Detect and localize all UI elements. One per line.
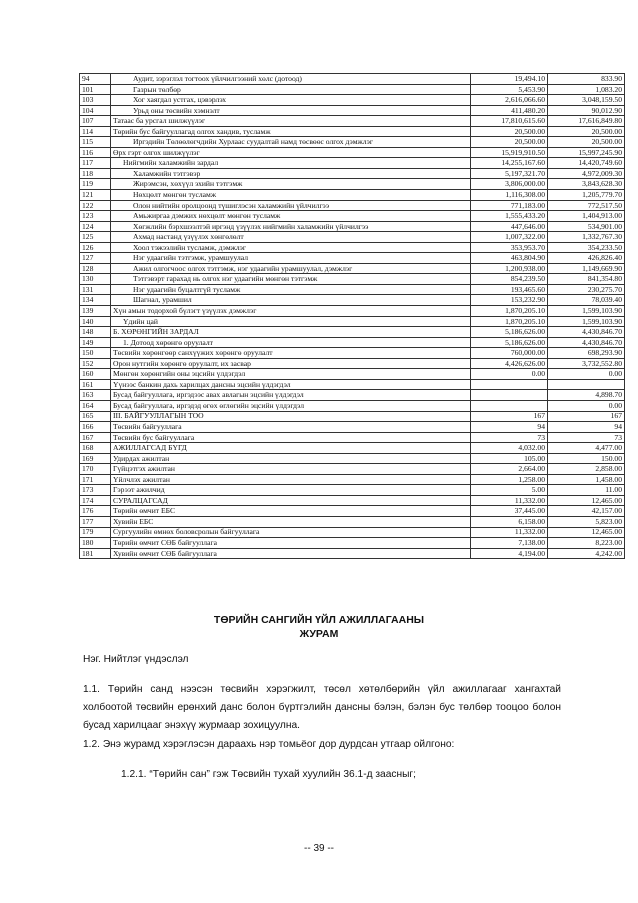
table-row [80, 379, 625, 390]
row-value-2: 42,157.00 [548, 506, 625, 517]
row-value-1 [471, 400, 548, 411]
row-value-1: 854,239.50 [471, 274, 548, 285]
table-row [80, 369, 625, 380]
row-value-1: 153,232.90 [471, 295, 548, 306]
row-value-1: 6,158.00 [471, 516, 548, 527]
row-value-1: 11,332.00 [471, 527, 548, 538]
table-row [80, 274, 625, 285]
row-name: Татаас ба урсгал шилжүүлэг [111, 116, 471, 127]
row-code: 161 [80, 379, 111, 390]
row-name: Газрын төлбөр [111, 84, 471, 95]
table-row [80, 316, 625, 327]
row-value-1: 5,186,626.00 [471, 327, 548, 338]
table-row [80, 390, 625, 401]
row-code: 176 [80, 506, 111, 517]
row-value-1: 20,500.00 [471, 137, 548, 148]
row-value-2: 0.00 [548, 369, 625, 380]
row-name: Орон нутгийн хөрөнгө оруулалт, их засвар [111, 358, 471, 369]
row-value-1: 1,870,205.10 [471, 306, 548, 317]
paragraph-1-2: 1.2. Энэ журамд хэрэглэсэн дараахь нэр томьёог дор дурдсан утгаар ойлгоно: [83, 739, 455, 750]
row-code: 170 [80, 464, 111, 475]
row-code: 150 [80, 348, 111, 359]
row-value-1: 1,870,205.10 [471, 316, 548, 327]
row-value-1: 4,426,626.00 [471, 358, 548, 369]
table-row [80, 453, 625, 464]
row-value-2: 1,149,669.90 [548, 263, 625, 274]
row-value-2: 94 [548, 422, 625, 433]
row-name: III. БАЙГУУЛЛАГЫН ТОО [111, 411, 471, 422]
row-code: 180 [80, 538, 111, 549]
table-row [80, 422, 625, 433]
row-name: Гүйцэтгэх ажилтан [111, 464, 471, 475]
row-value-2: 20,500.00 [548, 137, 625, 148]
table-row [80, 327, 625, 338]
row-value-1: 17,810,615.60 [471, 116, 548, 127]
row-name: Үүнээс банкин дахь харилцах дансны эцсийн үлдэгдэл [111, 379, 471, 390]
paragraph-1-1: 1.1. Төрийн санд нээсэн төсвийн хэрэгжилт, төсөл хөтөлбөрийн үйл ажиллагааг хангахтай холбоотой төсвийн ерөнхий данс болон бүртгэлийн дансны бэлэн, бэлэн бус төлбөр тооцоо болон бусад харилцааг энэхүү журмаар зохицуулна. [83, 684, 561, 731]
row-value-2: 230,275.70 [548, 284, 625, 295]
row-value-2: 3,048,159.50 [548, 95, 625, 106]
row-value-2: 3,732,552.80 [548, 358, 625, 369]
row-value-1: 167 [471, 411, 548, 422]
row-value-1: 2,664.00 [471, 464, 548, 475]
row-name: Бусад байгууллага, иргэдэд өгөх өглөгийн эцсийн үлдэгдэл [111, 400, 471, 411]
row-value-1 [471, 379, 548, 390]
row-value-1: 193,465.60 [471, 284, 548, 295]
table-row [80, 242, 625, 253]
row-value-1: 2,616,066.60 [471, 95, 548, 106]
table-row [80, 126, 625, 137]
row-value-1: 105.00 [471, 453, 548, 464]
row-name: Төрийн өмчит ЕБС [111, 506, 471, 517]
row-value-1: 771,183.00 [471, 200, 548, 211]
row-name: Үйлчлэх ажилтан [111, 474, 471, 485]
row-value-1: 1,007,322.00 [471, 232, 548, 243]
table-row [80, 158, 625, 169]
table-row [80, 168, 625, 179]
row-value-1: 1,116,308.00 [471, 190, 548, 201]
table-row [80, 495, 625, 506]
row-code: 148 [80, 327, 111, 338]
row-value-1: 353,953.70 [471, 242, 548, 253]
row-code: 174 [80, 495, 111, 506]
row-value-2: 11.00 [548, 485, 625, 496]
row-name: Аудит, зэрэглэл тогтоох үйлчилгээний хөлс (дотоод) [111, 74, 471, 85]
row-value-2: 4,898.70 [548, 390, 625, 401]
row-code: 123 [80, 211, 111, 222]
row-name: Олон нийтийн оролцоонд түшиглэсэн халамжийн үйлчилгээ [111, 200, 471, 211]
row-value-1: 94 [471, 422, 548, 433]
row-value-2: 12,465.00 [548, 527, 625, 538]
row-value-1: 4,032.00 [471, 443, 548, 454]
row-value-1: 14,255,167.60 [471, 158, 548, 169]
row-value-2: 17,616,849.80 [548, 116, 625, 127]
row-code: 131 [80, 284, 111, 295]
row-value-2: 1,599,103.90 [548, 306, 625, 317]
row-name: Ажил олгогчоос олгох тэтгэмж, нэг удаагийн урамшуулал, дэмжлэг [111, 263, 471, 274]
row-value-2: 354,233.50 [548, 242, 625, 253]
row-value-1: 5.00 [471, 485, 548, 496]
row-value-2: 167 [548, 411, 625, 422]
table-row [80, 253, 625, 264]
row-name: Төсвийн байгууллага [111, 422, 471, 433]
table-row [80, 538, 625, 549]
row-name: Хүн амын тодорхой бүлэгт үзүүлэх дэмжлэг [111, 306, 471, 317]
row-code: 164 [80, 400, 111, 411]
row-name: Төрийн өмчит СӨБ байгууллага [111, 538, 471, 549]
row-value-2: 4,242.00 [548, 548, 625, 559]
row-code: 124 [80, 221, 111, 232]
row-name: Халамжийн тэтгэвэр [111, 168, 471, 179]
row-code: 149 [80, 337, 111, 348]
row-code: 140 [80, 316, 111, 327]
row-name: Гэрээт ажилчид [111, 485, 471, 496]
row-name: Хөгжлийн бэрхшээлтэй иргэнд үзүүлэх нийгмийн халамжийн үйлчилгээ [111, 221, 471, 232]
row-code: 128 [80, 263, 111, 274]
row-value-2: 2,858.00 [548, 464, 625, 475]
table-row [80, 400, 625, 411]
row-code: 179 [80, 527, 111, 538]
row-value-1: 11,332.00 [471, 495, 548, 506]
row-name: Төсвийн бус байгууллага [111, 432, 471, 443]
row-name: Мөнгөн хөрөнгийн оны эцсийн үлдэгдэл [111, 369, 471, 380]
row-code: 115 [80, 137, 111, 148]
table-row [80, 443, 625, 454]
row-value-1: 7,138.00 [471, 538, 548, 549]
row-code: 166 [80, 422, 111, 433]
table-row [80, 474, 625, 485]
row-value-1: 1,555,433.20 [471, 211, 548, 222]
row-value-1: 5,197,321.70 [471, 168, 548, 179]
budget-table-body [80, 74, 625, 559]
row-code: 117 [80, 158, 111, 169]
row-code: 173 [80, 485, 111, 496]
row-code: 114 [80, 126, 111, 137]
row-name: Шагнал, урамшил [111, 295, 471, 306]
row-value-2: 698,293.90 [548, 348, 625, 359]
table-row [80, 516, 625, 527]
row-value-2: 20,500.00 [548, 126, 625, 137]
row-name: Тэтгэвэрт гарахад нь олгох нэг удаагийн мөнгөн тэтгэмж [111, 274, 471, 285]
row-code: 107 [80, 116, 111, 127]
row-code: 160 [80, 369, 111, 380]
row-code: 168 [80, 443, 111, 454]
row-value-2: 4,477.00 [548, 443, 625, 454]
row-name: Бусад байгууллага, иргэдээс авах авлагын эцсийн үлдэгдэл [111, 390, 471, 401]
table-row [80, 84, 625, 95]
table-row [80, 348, 625, 359]
row-code: 167 [80, 432, 111, 443]
row-code: 125 [80, 232, 111, 243]
table-row [80, 179, 625, 190]
row-name: 1. Дотоод хөрөнгө оруулалт [111, 337, 471, 348]
table-row [80, 221, 625, 232]
row-value-2: 534,901.00 [548, 221, 625, 232]
row-value-2: 5,823.00 [548, 516, 625, 527]
row-value-2: 73 [548, 432, 625, 443]
table-row [80, 548, 625, 559]
row-value-1: 447,646.00 [471, 221, 548, 232]
table-row [80, 464, 625, 475]
row-value-1: 411,480.20 [471, 105, 548, 116]
row-name: Иргэдийн Төлөөлөгчдийн Хурлаас суудалтай намд төсвөөс олгох дэмжлэг [111, 137, 471, 148]
row-code: 103 [80, 95, 111, 106]
row-value-2: 841,354.80 [548, 274, 625, 285]
row-name: Б. ХӨРӨНГИЙН ЗАРДАЛ [111, 327, 471, 338]
row-value-1: 4,194.00 [471, 548, 548, 559]
row-name: Урьд оны төсвийн хэмнэлт [111, 105, 471, 116]
row-value-2: 90,012.90 [548, 105, 625, 116]
row-value-2: 1,205,779.70 [548, 190, 625, 201]
table-row [80, 200, 625, 211]
row-value-2: 772,517.50 [548, 200, 625, 211]
row-value-1: 19,494.10 [471, 74, 548, 85]
table-row [80, 527, 625, 538]
row-code: 181 [80, 548, 111, 559]
row-value-2: 150.00 [548, 453, 625, 464]
row-value-2: 1,332,767.30 [548, 232, 625, 243]
row-code: 130 [80, 274, 111, 285]
row-value-1: 1,258.00 [471, 474, 548, 485]
row-value-2: 3,843,628.30 [548, 179, 625, 190]
row-code: 94 [80, 74, 111, 85]
table-row [80, 337, 625, 348]
row-value-1: 5,186,626.00 [471, 337, 548, 348]
table-row [80, 232, 625, 243]
page-number: -- 39 -- [304, 843, 334, 854]
row-value-2: 8,223.00 [548, 538, 625, 549]
budget-table [79, 73, 625, 559]
row-value-2: 4,972,009.30 [548, 168, 625, 179]
row-code: 104 [80, 105, 111, 116]
table-row [80, 137, 625, 148]
row-value-1: 5,453.90 [471, 84, 548, 95]
table-row [80, 295, 625, 306]
row-value-2: 4,430,846.70 [548, 327, 625, 338]
paragraph-1-2-1: 1.2.1. “Төрийн сан” гэж Төсвийн тухай хуулийн 36.1-д заасныг; [121, 769, 416, 780]
row-code: 101 [80, 84, 111, 95]
row-name: АЖИЛЛАГСАД БҮГД [111, 443, 471, 454]
row-code: 165 [80, 411, 111, 422]
row-code: 152 [80, 358, 111, 369]
row-name: Нэг удаагийн тэтгэмж, урамшуулал [111, 253, 471, 264]
table-row [80, 306, 625, 317]
row-value-2: 1,083.20 [548, 84, 625, 95]
row-code: 171 [80, 474, 111, 485]
table-row [80, 506, 625, 517]
row-value-2 [548, 379, 625, 390]
row-value-1 [471, 390, 548, 401]
row-name: Жирэмсэн, хөхүүл эхийн тэтгэмж [111, 179, 471, 190]
row-value-1: 1,200,938.00 [471, 263, 548, 274]
row-value-2: 78,039.40 [548, 295, 625, 306]
row-code: 118 [80, 168, 111, 179]
section-title: Нэг. Нийтлэг үндэслэл [83, 654, 189, 665]
table-row [80, 485, 625, 496]
table-row [80, 147, 625, 158]
row-name: Үдийн цай [111, 316, 471, 327]
table-row [80, 95, 625, 106]
row-name: Удирдах ажилтан [111, 453, 471, 464]
row-name: Нэг удаагийн буцалтгүй тусламж [111, 284, 471, 295]
row-code: 169 [80, 453, 111, 464]
row-value-2: 1,404,913.00 [548, 211, 625, 222]
heading-line-2: ЖУРАМ [299, 628, 339, 640]
row-code: 122 [80, 200, 111, 211]
table-row [80, 211, 625, 222]
row-name: Амьжиргаа дэмжих нөхцөлт мөнгөн тусламж [111, 211, 471, 222]
row-value-2: 0.00 [548, 400, 625, 411]
row-value-2: 15,997,245.90 [548, 147, 625, 158]
row-code: 177 [80, 516, 111, 527]
table-row [80, 105, 625, 116]
row-code: 119 [80, 179, 111, 190]
row-name: Төрийн бус байгууллагад олгох хандив, тусламж [111, 126, 471, 137]
heading-line-1: ТӨРИЙН САНГИЙН ҮЙЛ АЖИЛЛАГААНЫ [213, 614, 425, 626]
row-value-1: 20,500.00 [471, 126, 548, 137]
table-row [80, 358, 625, 369]
row-value-2: 1,599,103.90 [548, 316, 625, 327]
table-row [80, 190, 625, 201]
row-name: Хог хаягдал устгах, цэвэрлэх [111, 95, 471, 106]
row-code: 116 [80, 147, 111, 158]
row-value-1: 3,806,000.00 [471, 179, 548, 190]
row-value-2: 14,420,749.60 [548, 158, 625, 169]
table-row [80, 432, 625, 443]
row-value-1: 463,804.90 [471, 253, 548, 264]
row-name: Өрх гэрт олгох шилжүүлэг [111, 147, 471, 158]
row-code: 139 [80, 306, 111, 317]
row-value-2: 833.90 [548, 74, 625, 85]
row-name: Сургуулийн өмнөх боловсролын байгууллага [111, 527, 471, 538]
row-code: 127 [80, 253, 111, 264]
row-name: Ахмад настанд үзүүлэх хөнгөлөлт [111, 232, 471, 243]
row-name: Хувийн өмчит СӨБ байгууллага [111, 548, 471, 559]
row-value-1: 15,919,910.50 [471, 147, 548, 158]
row-name: Нөхцөлт мөнгөн тусламж [111, 190, 471, 201]
row-value-1: 0.00 [471, 369, 548, 380]
row-code: 121 [80, 190, 111, 201]
row-code: 126 [80, 242, 111, 253]
row-value-2: 426,826.40 [548, 253, 625, 264]
table-row [80, 74, 625, 85]
row-value-1: 73 [471, 432, 548, 443]
table-row [80, 411, 625, 422]
row-value-2: 4,430,846.70 [548, 337, 625, 348]
table-row [80, 116, 625, 127]
row-name: Хувийн ЕБС [111, 516, 471, 527]
row-name: Нийгмийн халамжийн зардал [111, 158, 471, 169]
row-code: 134 [80, 295, 111, 306]
row-value-1: 760,000.00 [471, 348, 548, 359]
row-code: 163 [80, 390, 111, 401]
row-name: Төсвийн хөрөнгөөр санхүүжих хөрөнгө оруулалт [111, 348, 471, 359]
row-name: Хоол тэжээлийн тусламж, дэмжлэг [111, 242, 471, 253]
row-name: СУРАЛЦАГСАД [111, 495, 471, 506]
row-value-2: 1,458.00 [548, 474, 625, 485]
table-row [80, 284, 625, 295]
row-value-1: 37,445.00 [471, 506, 548, 517]
table-row [80, 263, 625, 274]
row-value-2: 12,465.00 [548, 495, 625, 506]
